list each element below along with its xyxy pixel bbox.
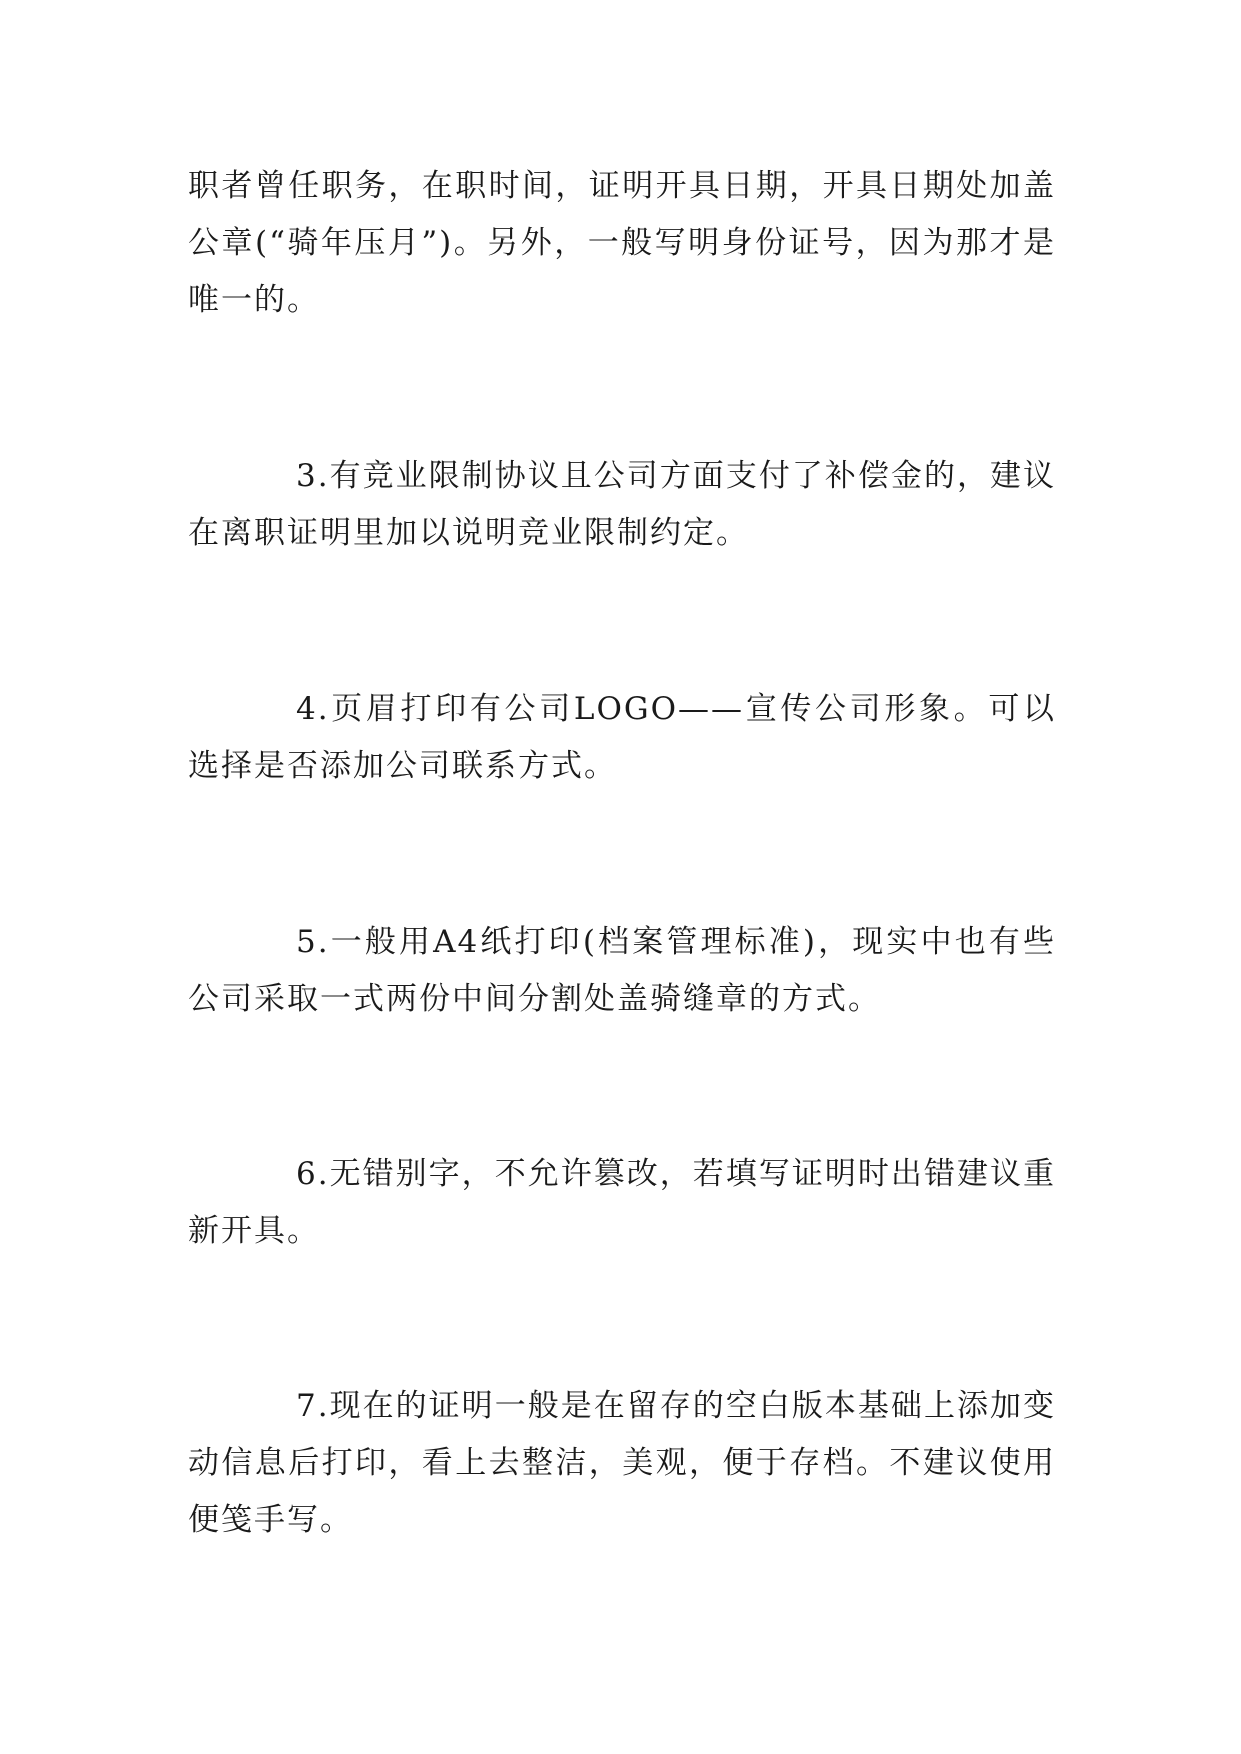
paragraph-item-4: 4.页眉打印有公司LOGO——宣传公司形象。可以选择是否添加公司联系方式。: [188, 691, 1056, 784]
paragraph-item-6: 6.无错别字，不允许篡改，若填写证明时出错建议重新开具。: [188, 1156, 1056, 1249]
paragraph-continuation: 职者曾任职务，在职时间，证明开具日期，开具日期处加盖公章(“骑年压月”)。另外，一般写明身份证号，因为那才是唯一的。: [188, 168, 1056, 318]
paragraph-item-7: 7.现在的证明一般是在留存的空白版本基础上添加变动信息后打印，看上去整洁，美观，便于存档。不建议使用便笺手写。: [188, 1388, 1056, 1538]
paragraph-item-5: 5.一般用A4纸打印(档案管理标准)，现实中也有些公司采取一式两份中间分割处盖骑缝章的方式。: [188, 924, 1056, 1017]
paragraph-item-3: 3.有竞业限制协议且公司方面支付了补偿金的，建议在离职证明里加以说明竞业限制约定。: [188, 458, 1056, 551]
